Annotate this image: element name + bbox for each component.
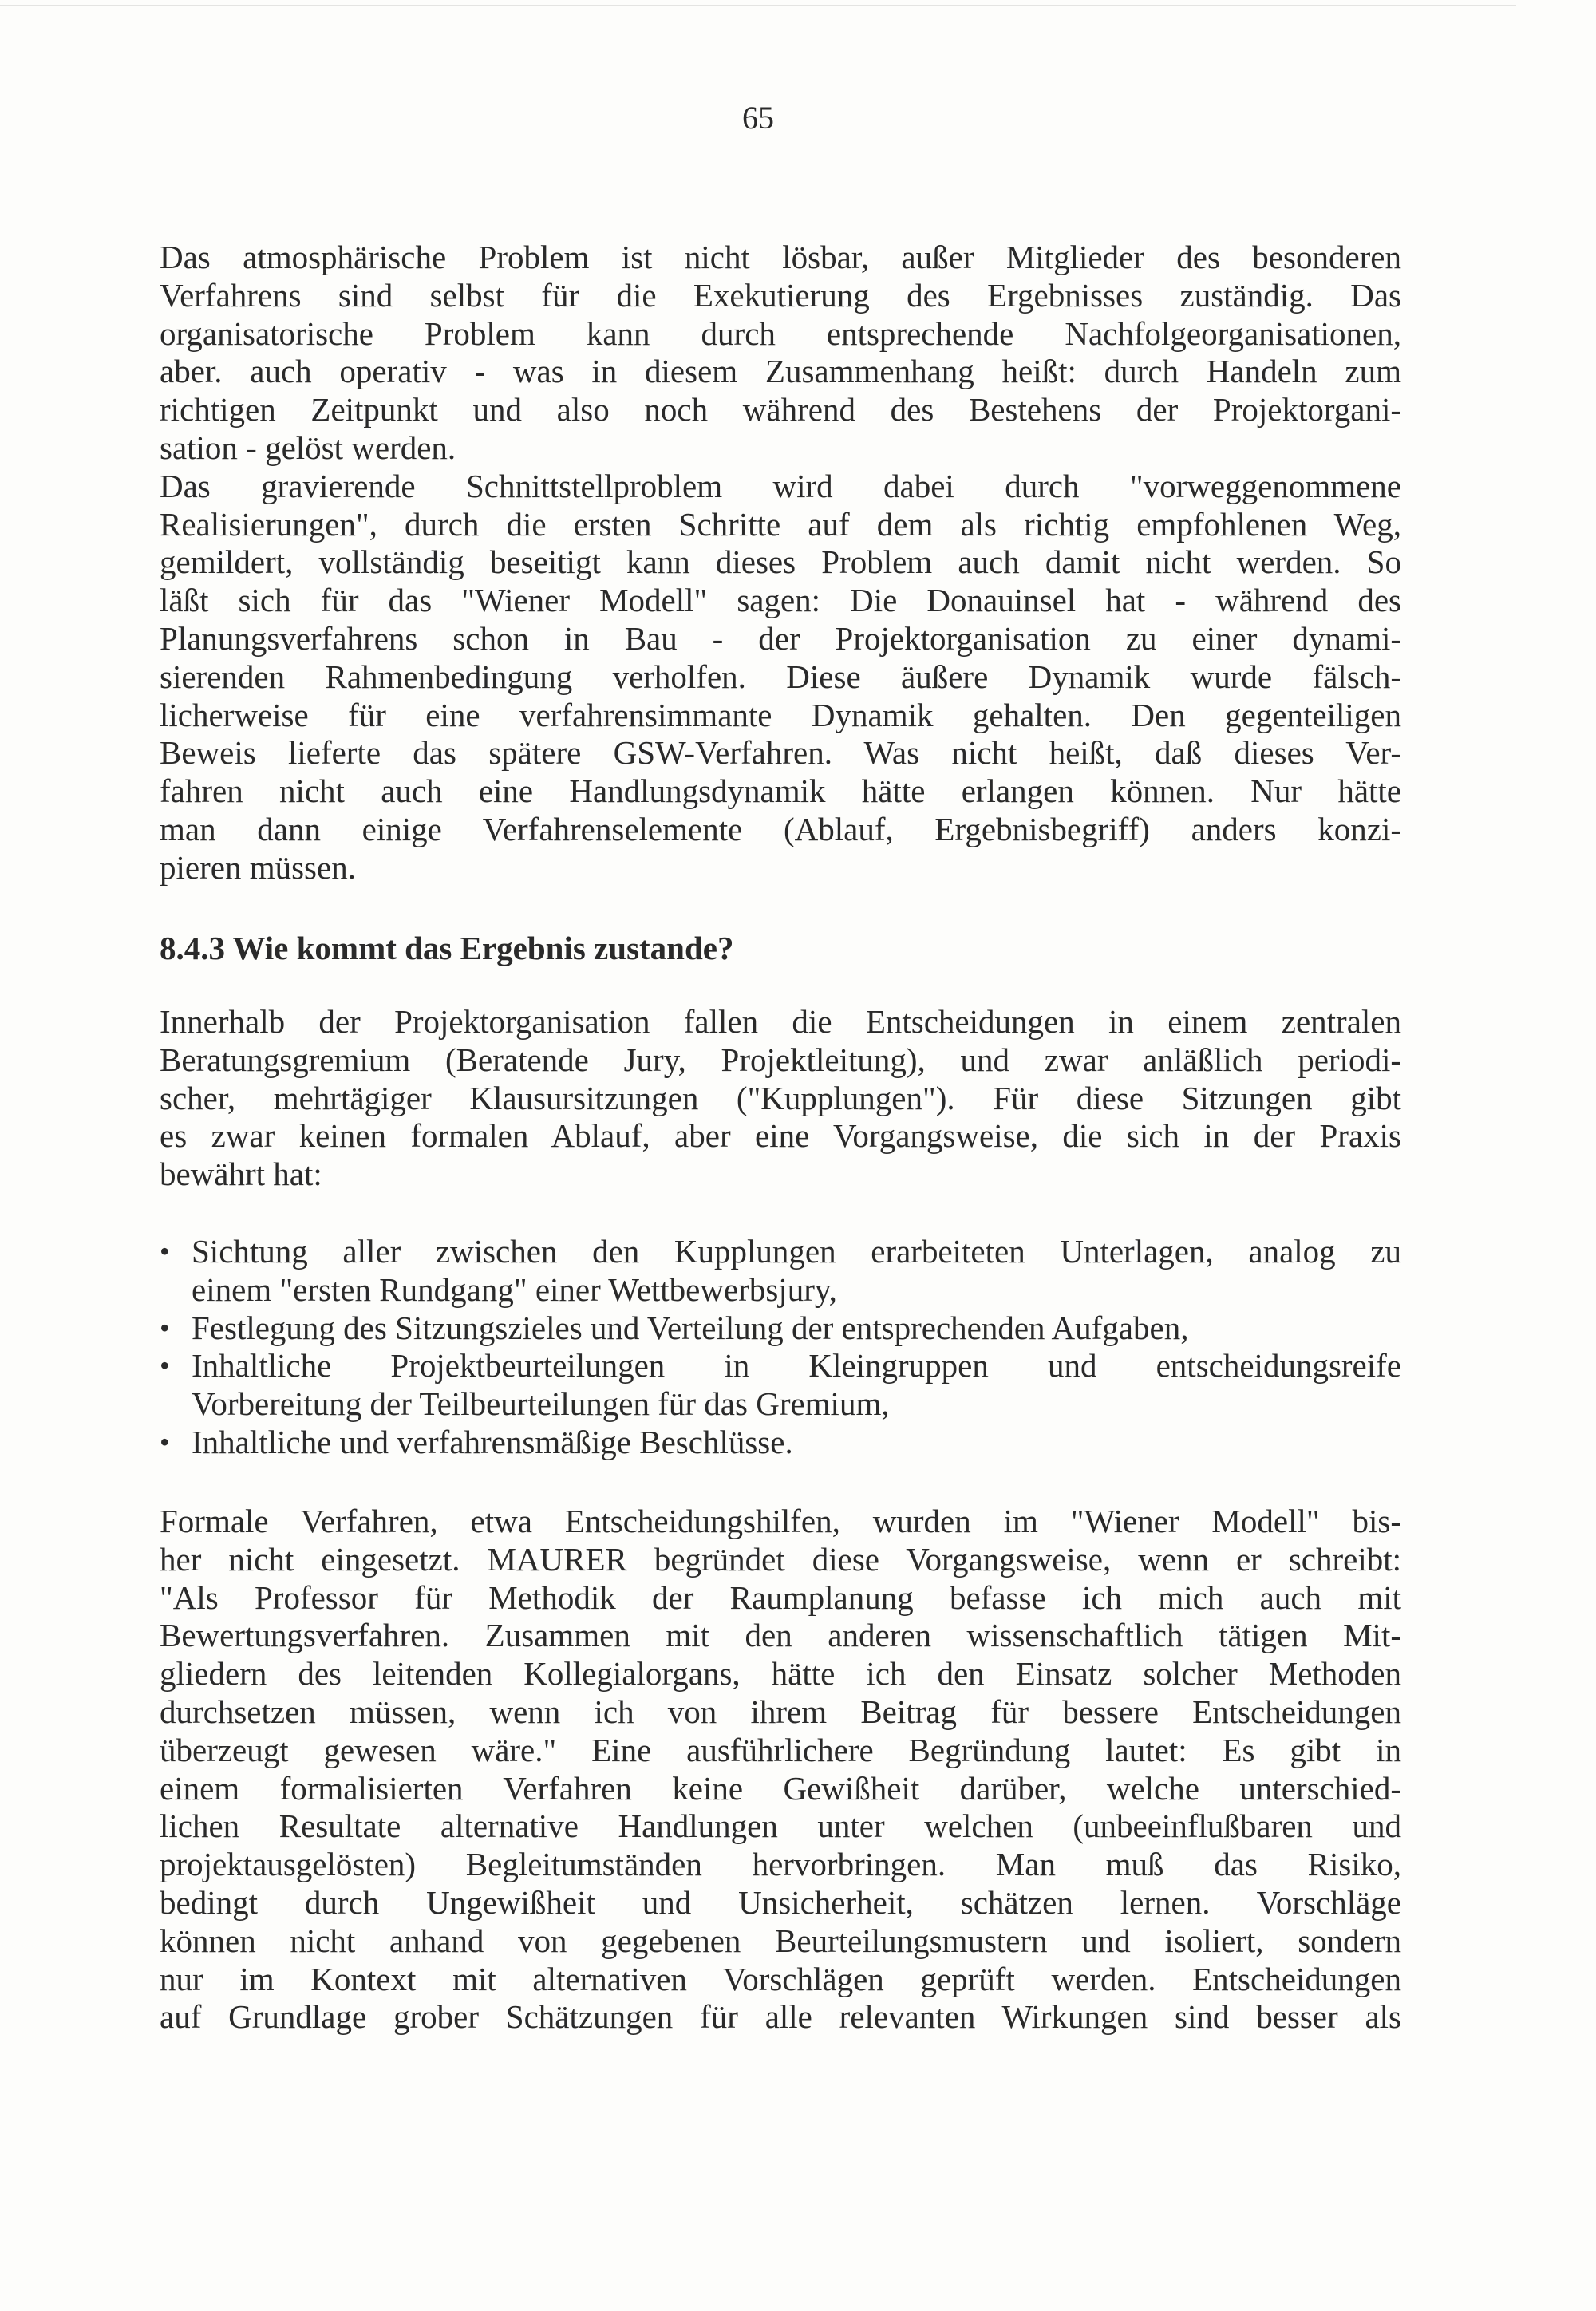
text-line: es zwar keinen formalen Ablauf, aber eine Vorgangsweise, die sich in der Praxis (160, 1117, 1401, 1155)
text-line: können nicht anhand von gegebenen Beurteilungsmustern und isoliert, sondern (160, 1922, 1401, 1959)
bullet-icon: • (160, 1235, 170, 1267)
text-line: gliedern des leitenden Kollegialorgans, hätte ich den Einsatz solcher Methoden (160, 1655, 1401, 1693)
text-line: Das gravierende Schnittstellproblem wird dabei durch "vorweggenommene (160, 467, 1401, 504)
text-line: Innerhalb der Projektorganisation fallen die Entscheidungen in einem zentralen (160, 1003, 1401, 1040)
text-line: sierenden Rahmenbedingung verholfen. Diese äußere Dynamik wurde fälsch- (160, 658, 1401, 695)
text-line: Festlegung des Sitzungszieles und Verteilung der entsprechenden Aufgaben, (192, 1309, 1189, 1346)
bullet-icon: • (160, 1425, 170, 1458)
text-line: Inhaltliche Projektbeurteilungen in Kleingruppen und entscheidungsreife (192, 1347, 1401, 1385)
text-line: Verfahrens sind selbst für die Exekutierung des Ergebnisses zuständig. Das (160, 276, 1401, 314)
text-line: Sichtung aller zwischen den Kupplungen erarbeiteten Unterlagen, analog zu (192, 1233, 1401, 1270)
text-line: Planungsverfahrens schon in Bau - der Projektorganisation zu einer dynami- (160, 619, 1401, 657)
text-line: überzeugt gewesen wäre." Eine ausführlichere Begründung lautet: Es gibt in (160, 1731, 1401, 1768)
text-line: durchsetzen müssen, wenn ich von ihrem Beitrag für bessere Entscheidungen (160, 1693, 1401, 1730)
bullet-list (160, 1233, 1401, 1462)
bullet-item (160, 1424, 1401, 1462)
text-line: bewährt hat: (160, 1156, 322, 1193)
paragraph-3 (160, 1503, 1401, 2036)
text-line: licherweise für eine verfahrensimmante Dynamik gehalten. Den gegenteiligen (160, 696, 1401, 733)
bullet-item (160, 1310, 1401, 1348)
text-line: Das atmosphärische Problem ist nicht lösbar, außer Mitglieder des besonderen (160, 239, 1401, 275)
text-line: lichen Resultate alternative Handlungen unter welchen (unbeeinflußbaren und (160, 1807, 1401, 1845)
text-line: sation - gelöst werden. (160, 429, 456, 466)
text-line: nur im Kontext mit alternativen Vorschlägen geprüft werden. Entscheidungen (160, 1960, 1401, 1997)
text-line: fahren nicht auch eine Handlungsdynamik hätte erlangen können. Nur hätte (160, 772, 1401, 810)
text-line: bedingt durch Ungewißheit und Unsicherheit, schätzen lernen. Vorschläge (160, 1883, 1401, 1921)
text-line: einem "ersten Rundgang" einer Wettbewerbsjury, (192, 1270, 837, 1308)
text-line: pieren müssen. (160, 848, 356, 886)
text-line: Inhaltliche und verfahrensmäßige Beschlüsse. (192, 1423, 793, 1460)
bullet-item (160, 1385, 1401, 1424)
text-line: projektausgelösten) Begleitumständen hervorbringen. Man muß das Risiko, (160, 1846, 1401, 1883)
text-line: scher, mehrtägiger Klausursitzungen ("Kupplungen"). Für diese Sitzungen gibt (160, 1079, 1401, 1116)
bullet-icon: • (160, 1349, 170, 1382)
section-heading: 8.4.3 Wie kommt das Ergebnis zustande? (160, 930, 734, 966)
text-line: "Als Professor für Methodik der Raumplanung befasse ich mich auch mit (160, 1578, 1401, 1616)
text-line: Beweis lieferte das spätere GSW-Verfahren. Was nicht heißt, daß dieses Ver- (160, 734, 1401, 772)
text-line: aber. auch operativ - was in diesem Zusammenhang heißt: durch Handeln zum (160, 353, 1401, 390)
bullet-item (160, 1347, 1401, 1385)
paragraph-1 (160, 239, 1401, 887)
bullet-icon: • (160, 1311, 170, 1344)
text-line: Formale Verfahren, etwa Entscheidungshilfen, wurden im "Wiener Modell" bis- (160, 1503, 1401, 1539)
text-line: läßt sich für das "Wiener Modell" sagen: Die Donauinsel hat - während des (160, 582, 1401, 619)
text-line: Realisierungen", durch die ersten Schritte auf dem als richtig empfohlenen Weg, (160, 505, 1401, 543)
bullet-item (160, 1233, 1401, 1271)
paragraph-2 (160, 1003, 1401, 1194)
page-number: 65 (742, 100, 774, 136)
text-line: her nicht eingesetzt. MAURER begründet diese Vorgangsweise, wenn er schreibt: (160, 1540, 1401, 1578)
text-line: auf Grundlage grober Schätzungen für alle relevanten Wirkungen sind besser als (160, 1998, 1401, 2036)
bullet-item (160, 1271, 1401, 1310)
text-line: gemildert, vollständig beseitigt kann dieses Problem auch damit nicht werden. So (160, 543, 1401, 581)
text-line: Bewertungsverfahren. Zusammen mit den anderen wissenschaftlich tätigen Mit- (160, 1617, 1401, 1654)
text-line: richtigen Zeitpunkt und also noch während des Bestehens der Projektorgani- (160, 391, 1401, 429)
text-line: Vorbereitung der Teilbeurteilungen für das Gremium, (192, 1385, 890, 1423)
scan-edge-line (0, 5, 1516, 6)
text-line: einem formalisierten Verfahren keine Gewißheit darüber, welche unterschied- (160, 1769, 1401, 1807)
text-line: man dann einige Verfahrenselemente (Ablauf, Ergebnisbegriff) anders konzi- (160, 810, 1401, 847)
text-line: Beratungsgremium (Beratende Jury, Projektleitung), und zwar anläßlich periodi- (160, 1041, 1401, 1078)
text-line: organisatorische Problem kann durch entsprechende Nachfolgeorganisationen, (160, 314, 1401, 352)
